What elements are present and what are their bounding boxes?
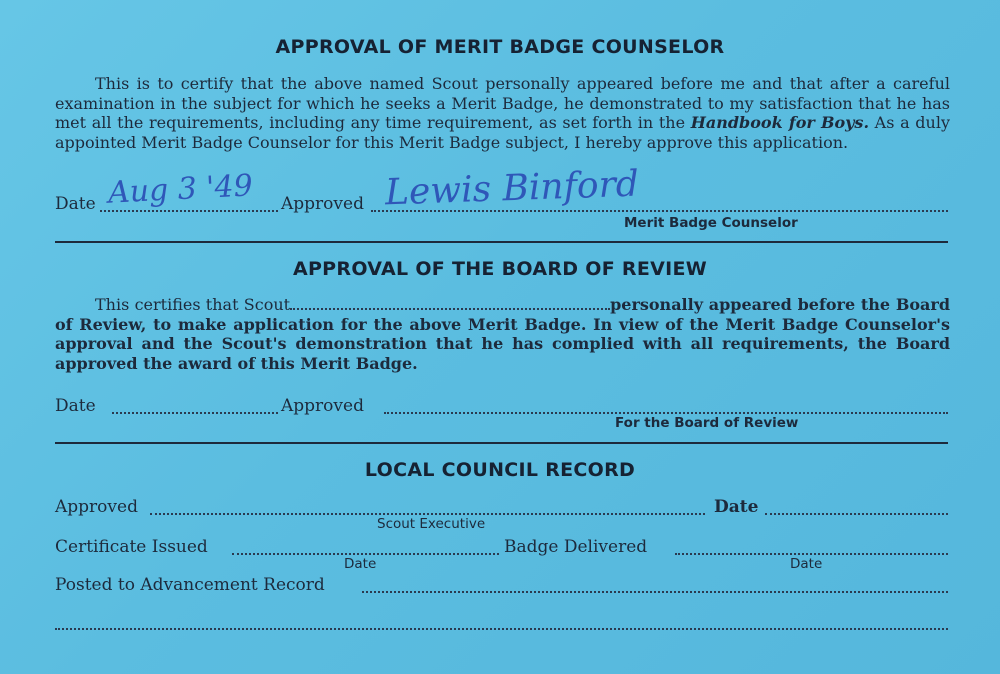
board-statement-text-b: personally appeared before the Board of Review, to make application for the above Merit Badge. — [55, 295, 951, 334]
scout-name-line[interactable] — [290, 296, 610, 310]
board-approved-label: Approved — [281, 396, 364, 416]
counselor-statement-text-b: As a duly appointed Merit Badge Counselor for this Merit Badge subject, I hereby approve this application. — [55, 113, 951, 152]
board-statement-text-c: In view of the Merit Badge Counselor's approval and the Scout's demonstration that he has complied with all requirements, the Board approved the award of this Merit Badge. — [55, 314, 950, 373]
badge-delivered-line[interactable] — [675, 553, 948, 555]
board-signature-line[interactable] — [384, 412, 948, 414]
section-divider-1 — [55, 241, 948, 243]
counselor-statement — [55, 74, 950, 152]
handbook-title: Handbook for Boys. — [690, 113, 870, 132]
scout-executive-caption: Scout Executive — [377, 516, 486, 532]
posted-record-line[interactable] — [362, 591, 948, 593]
extra-record-line[interactable] — [55, 628, 948, 630]
counselor-statement-text-a: This is to certify that the above named Scout personally appeared before me and that after a careful examination in the subject for which he seeks a Merit Badge, he demonstrated to my satisfaction that he has met all the requirements, including any time requirement, as set forth in the — [55, 74, 950, 132]
badge-date-caption: Date — [790, 556, 823, 572]
board-date-label: Date — [55, 396, 96, 416]
counselor-section-title: APPROVAL OF MERIT BADGE COUNSELOR — [275, 36, 725, 58]
posted-record-label: Posted to Advancement Record — [55, 575, 325, 595]
certificate-issued-line[interactable] — [232, 553, 499, 555]
board-statement-text-a: This certifies that Scout — [95, 295, 291, 314]
counselor-date-line[interactable] — [100, 210, 278, 212]
board-section-title: APPROVAL OF THE BOARD OF REVIEW — [292, 258, 708, 280]
council-date-label: Date — [714, 497, 759, 517]
section-divider-2 — [55, 442, 948, 444]
council-section-title: LOCAL COUNCIL RECORD — [364, 459, 636, 481]
council-date-line[interactable] — [765, 513, 948, 515]
counselor-signature-handwritten: Lewis Binford — [384, 163, 640, 214]
board-statement — [55, 295, 950, 373]
counselor-signature-caption: Merit Badge Counselor — [624, 215, 798, 231]
counselor-date-label: Date — [55, 194, 96, 214]
certificate-date-caption: Date — [344, 556, 377, 572]
counselor-date-handwritten: Aug 3 '49 — [107, 168, 254, 211]
counselor-approved-label: Approved — [281, 194, 364, 214]
certificate-issued-label: Certificate Issued — [55, 537, 208, 557]
board-date-line[interactable] — [112, 412, 278, 414]
board-signature-caption: For the Board of Review — [615, 415, 799, 431]
badge-delivered-label: Badge Delivered — [504, 537, 648, 557]
council-approved-line[interactable] — [150, 513, 705, 515]
council-approved-label: Approved — [55, 497, 138, 517]
